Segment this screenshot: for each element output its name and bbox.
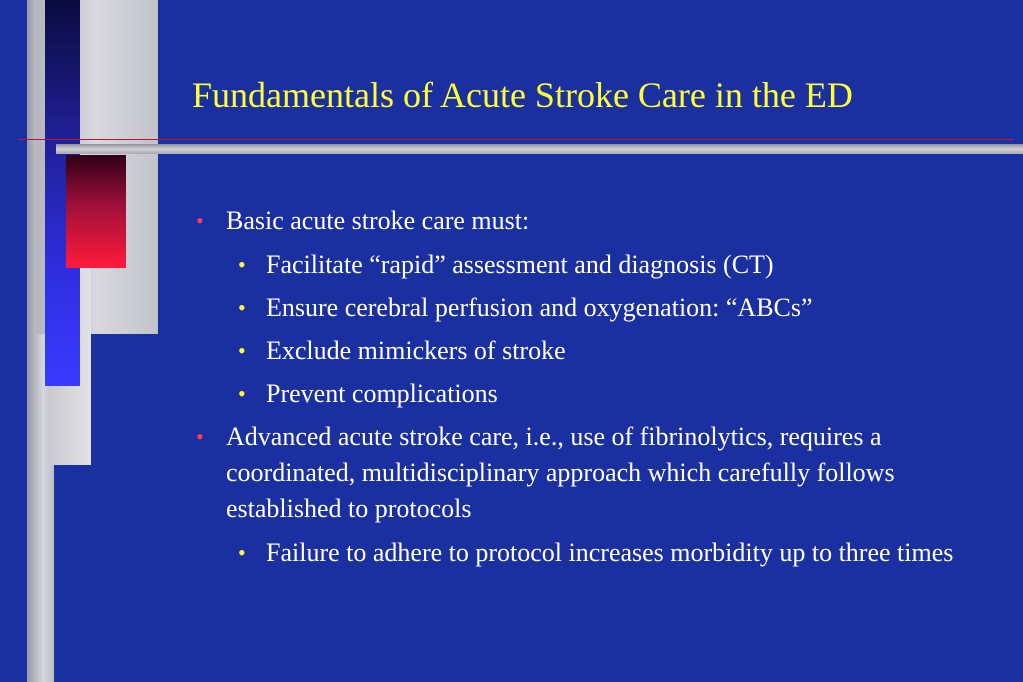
sub-bullet-item: [190, 247, 990, 283]
bullet-text: Prevent complications: [266, 379, 498, 408]
bullet-marker: •: [238, 540, 246, 565]
bullet-marker: •: [238, 295, 246, 320]
sub-bullet-item: [190, 290, 990, 326]
bullet-text: Failure to adhere to protocol increases morbidity up to three times: [266, 538, 954, 567]
bullet-text: Exclude mimickers of stroke: [266, 336, 566, 365]
bullet-item: [190, 419, 990, 527]
slide-title: Fundamentals of Acute Stroke Care in the ED: [192, 75, 853, 115]
bullet-marker: •: [238, 381, 246, 406]
bullet-marker: •: [196, 208, 204, 233]
bullet-text: Ensure cerebral perfusion and oxygenation: “ABCs”: [266, 293, 813, 322]
decor-red-rule: [18, 139, 1014, 140]
decor-red-bar: [66, 155, 126, 268]
bullet-text: Basic acute stroke care must:: [226, 206, 530, 235]
sub-bullet-item: [190, 535, 990, 571]
sub-bullet-item: [190, 333, 990, 369]
bullet-text: Facilitate “rapid” assessment and diagnosis (CT): [266, 250, 774, 279]
bullet-marker: •: [238, 338, 246, 363]
sub-bullet-item: [190, 376, 990, 412]
bullet-list: [190, 203, 990, 578]
bullet-item: [190, 203, 990, 239]
bullet-marker: •: [196, 424, 204, 449]
bullet-text: Advanced acute stroke care, i.e., use of fibrinolytics, requires a coordinated, multidisciplinary approach which carefully follows established to protocols: [226, 422, 895, 523]
bullet-marker: •: [238, 252, 246, 277]
decor-gray-rule: [56, 144, 1023, 154]
